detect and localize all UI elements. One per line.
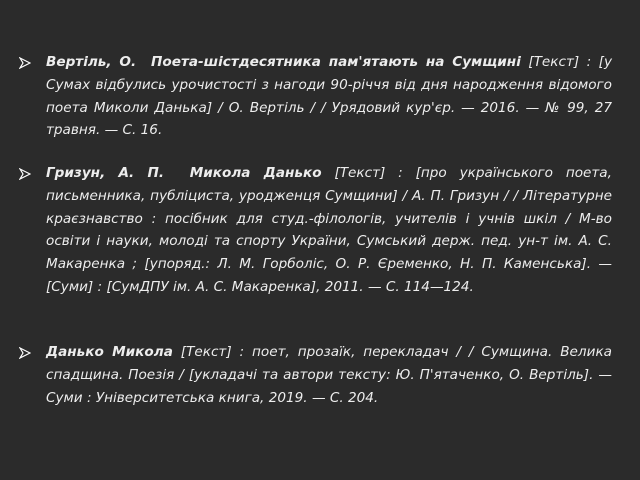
entry-title: Микола Данько	[189, 165, 322, 181]
arrow-bullet-icon	[19, 162, 31, 180]
entry-author: Гризун, А. П.	[46, 165, 164, 181]
bibliography-entry	[46, 51, 612, 142]
entry-description: [Текст] : [про українського поета, письменника, публіциста, уродженця Сумщини] / А. П. Гризун / / Літературне краєзнавство : посібник для студ.-філологів, учителів і учнів шкіл / М-во освіти і науки, молоді та спорту України, Сумський держ. пед. ун-т ім. А. С. Макаренка ; [упоряд.: Л. М. Горболіс, О. Р. Єременко, Н. П. Каменська]. — [Суми] : [СумДПУ ім. А. С. Макаренка], 2011. — С. 114—124.	[46, 165, 612, 295]
entry-title: Поета-шістдесятника пам'ятають на Сумщині	[151, 54, 521, 70]
entry-description: [Текст] : поет, прозаїк, перекладач / / Сумщина. Велика спадщина. Поезія / [укладачі та автори тексту: Ю. П'ятаченко, О. Вертіль]. — Суми : Університетська книга, 2019. — С. 204.	[46, 344, 612, 406]
arrow-bullet-icon	[19, 341, 31, 359]
entry-description: [Текст] : [у Сумах відбулись урочистості з нагоди 90-річчя від дня народження відомого поета Миколи Данька] / О. Вертіль / / Урядовий кур'єр. — 2016. — № 99, 27 травня. — С. 16.	[46, 54, 612, 139]
entry-author: Данько Микола	[46, 344, 173, 360]
bibliography-entry	[46, 341, 612, 409]
bibliography-entry	[46, 162, 612, 299]
arrow-bullet-icon	[19, 51, 31, 69]
entry-author: Вертіль, О.	[46, 54, 137, 70]
